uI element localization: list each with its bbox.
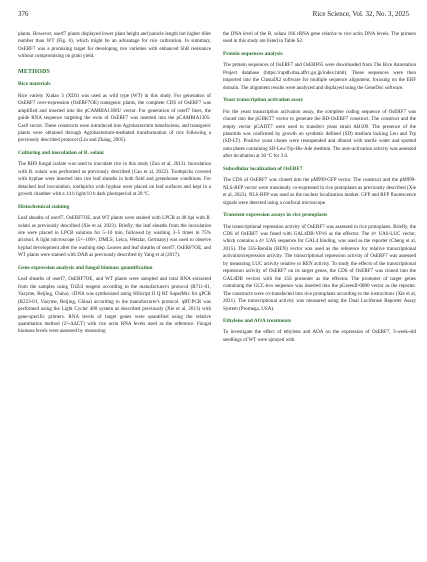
gene-expression-heading: Gene expression analysis and fungal biomass quantification xyxy=(18,264,153,271)
yeast-heading: Yeast transcription activation assay xyxy=(223,97,304,104)
yeast-paragraph: For the yeast transcription activation assay, the complete coding sequence of OsERF7 was cloned into the pGBKT7 vector to generate the BD-OsERF7 construct. The construct and the empty vector pGADT7 were used to transfect yeast strain AH109. The presence of the plasmids was confirmed by growth on synthetic defined (SD) medium lacking Leu and Trp (SD-LT). Positive yeast clones were resuspended and diluted with sterile water and spotted onto plates containing SD-Leu-Trp-His-Ade medium. The auto-activation activity was assessed after incubation at 30 ºC for 3 d. xyxy=(223,108,416,160)
transient-heading: Transient expression assays in rice protoplasts xyxy=(223,212,328,219)
culturing-heading: Culturing and inoculation of R. solani xyxy=(18,149,104,156)
methods-heading: METHODS xyxy=(18,68,51,75)
right-column xyxy=(223,31,416,349)
subcellular-paragraph: The CDS of OsERF7 was cloned into the pM999-GFP vector. The construct and the pM999-NLS-RFP vector were transiently co-expressed in rice protoplasts as previously described (Xie et al, 2023). NLS-RFP was used as the nuclear localization marker. GFP and RFP fluorescence signals were detected using a confocal microscope. xyxy=(223,177,416,206)
subcellular-heading: Subcellular localization of OsERF7 xyxy=(223,165,303,172)
transient-paragraph: The transcriptional repression activity of OsERF7 was assessed in rice protoplasts. Briefly, the CDS of OsERF7 was fused with GAL4DB-VP16 as the effector. The 4× UAS-LUC vector, which contains a 4× UAS sequence for GAL4 binding, was used as the reporter (Cheng et al, 2015). The 35S-Renilla (REN) vector was used as the reference for relative transcriptional activation/repression activity. The transcriptional repression activity of OsERF7 was assessed by measuring LUC activity relative to REN activity. To study the effects of the transcriptional repression activity of OsERF7 on its target genes, the CDS of OsERF7 was cloned into the GAL4DB vectors with the 35S promoter as the effector. The promoter of target genes containing the GCC-box sequence was inserted into the pGreenII-0800 vector as the reporter. The constructs were co-transfected into rice protoplasts according to the instructions (Xie et al, 2021). The transcriptional activity was measured using the Dual Luciferase Reporter Assay System (Promega, USA). xyxy=(223,223,416,312)
histochemical-paragraph: Leaf sheaths of oserf7, OsERF7OE, and WT plants were stained with LPCB at 48 hpi with R. solani as previously described (Xie et al, 2023). Briefly, the leaf sheaths from the inoculation site were placed in LPCB solution for 5–10 min, followed by washing 3–5 times in 75% alcohol. A light microscope (5×–100×, DMLS, Leica, Wetzlar, Germany) was used to observe hyphal development after the washing step. Leaves and leaf sheaths of oserf7, OsERF7OE, and WT plants were stained with DAB as previously described by Yang et al (2017). xyxy=(18,215,211,259)
page-number: 376 xyxy=(18,10,29,18)
running-header xyxy=(18,10,409,22)
left-column xyxy=(18,31,211,340)
intro-paragraph: plants. However, oserf7 plants displayed lower plant height and panicle length but higher tiller number than WT (Fig. 6), which might be an advantage for rice cultivation. In summary, OsERF7 was a promising target for developing rice varieties with enhanced ShB resistance without compromising on grain yield. xyxy=(18,31,211,60)
protein-heading: Protein sequences analysis xyxy=(223,50,283,57)
histochemical-heading: Histochemical staining xyxy=(18,203,70,210)
rice-materials-heading: Rice materials xyxy=(18,81,51,88)
journal-citation: Rice Science, Vol. 32, No. 3, 2025 xyxy=(312,10,409,18)
gene-expression-paragraph: Leaf sheaths of oserf7, OsERF7OE, and WT plants were sampled and total RNA extracted from the samples using TriZol reagent according to the manufacturer's protocol (R711-01, Vazyme, Beijing, China). cDNA was synthesized using HiScript II Q RT SuperMix for qPCR (R223-01, Vazyme, Beijing, China) according to the manufacturer's protocol. qRT-PCR was performed using the Light Cycler 480 system as described previously (Xie et al, 2013) with gene-specific primers. RNA levels of target genes were quantified using the relative quantitation method (2^-ΔΔCT) with rice actin RNA levels used as the reference. Fungal biomass levels were assessed by measuring xyxy=(18,276,211,335)
protein-paragraph: The protein sequences of OsERF7 and OsERF65 were downloaded from The Rice Annotation Project database (https://rapdb.dna.affrc.go.jp/index.html). These sequences were then imported into the ClustalX2 software for multiple sequence alignment, focusing on the ERF domain. The alignment results were analyzed and displayed using the GeneDoc software. xyxy=(223,62,416,91)
culturing-paragraph: The RH9 fungal isolate was used to inoculate rice in this study (Zuo et al, 2013). Inoculation with R. solani was performed as previously described (Cao et al, 2022). Toothpicks covered with hyphae were inserted into rice leaf sheaths in both field and greenhouse conditions. For detached leaf inoculation, toothpicks with hyphae were placed on leaf surfaces and kept in a growth chamber with a 14 h light/10 h dark photoperiod at 28 ºC. xyxy=(18,161,211,198)
continued-paragraph: the DNA level of the R. solani 18S rRNA gene relative to rice actin DNA levels. The primers used in this study are listed in Table S2. xyxy=(223,31,416,45)
rice-materials-paragraph: Rice variety Xudao 3 (XD3) was used as wild type (WT) in this study. For generation of OsERF7 over-expression (OsERF7OE) transgenic plants, the complete CDS of OsERF7 was amplified and inserted into the pCAMBIA1300U vector. For generation of oserf7 lines, the guide RNA sequence targeting the exon of OsERF7 was inserted into the pCAMBIA1305-Cas9 vector. These constructs were introduced into Agrobacterium tumefaciens, and transgenic plants were obtained through Agrobacterium-mediated transformation of rice following a previously described protocol (Lin and Zhang, 2005). xyxy=(18,92,211,144)
ethylene-paragraph: To investigate the effect of ethylene and AOA on the expression of OsERF7, 3-week-old seedlings of WT were sprayed with xyxy=(223,329,416,343)
ethylene-heading: Ethylene and AOA treatments xyxy=(223,317,292,324)
